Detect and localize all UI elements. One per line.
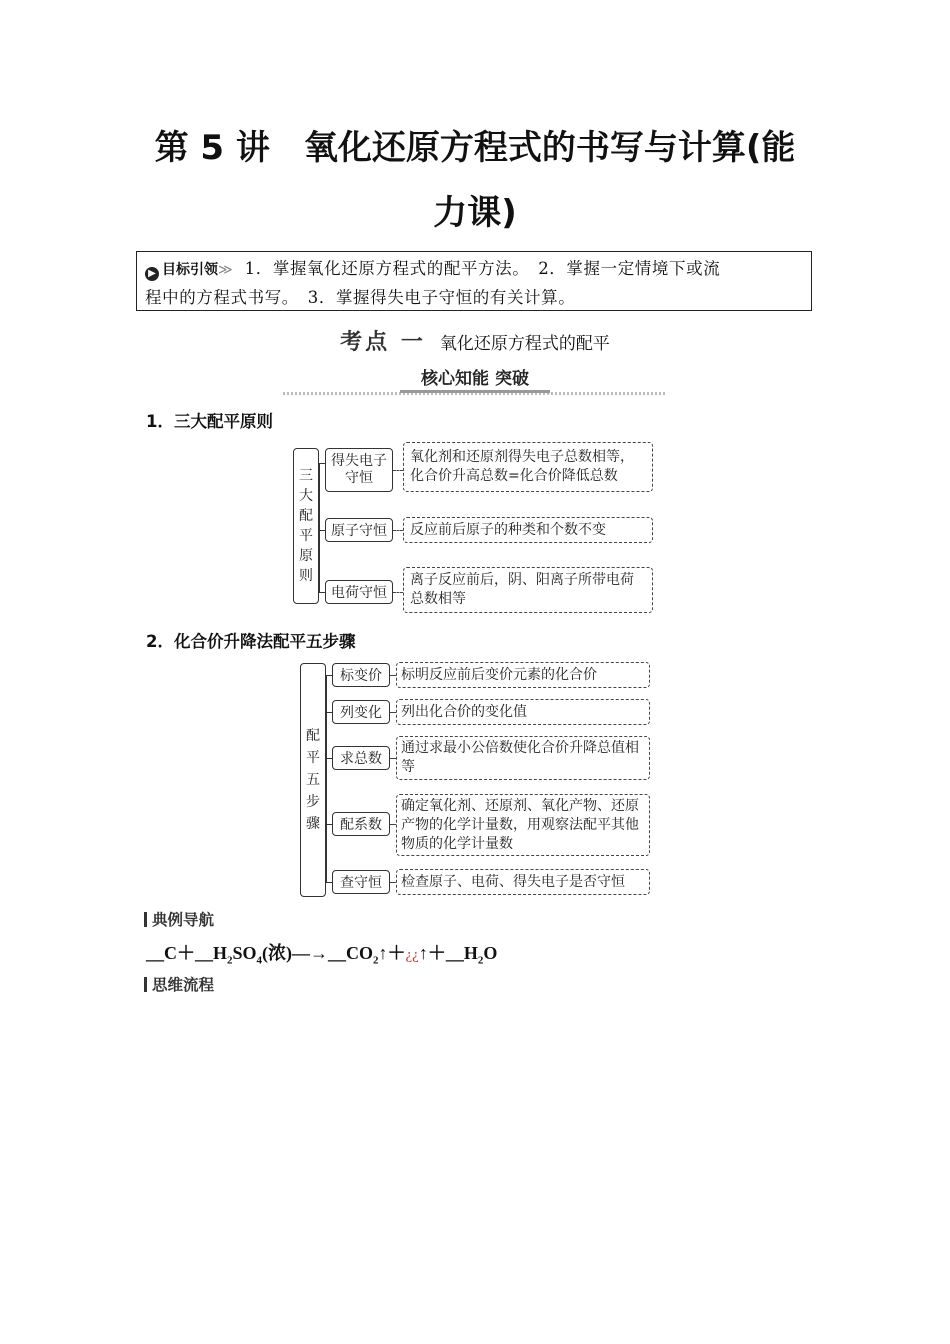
diagram2-desc: 检查原子、电荷、得失电子是否守恒: [396, 869, 650, 895]
root-label-char: 骤: [306, 816, 320, 832]
root-label-char: 配: [299, 508, 313, 524]
diagram2-desc: 通过求最小公倍数使化合价升降总值相等: [396, 736, 650, 780]
goal-text-line1: 1．掌握氧化还原方程式的配平方法。 2．掌握一定情境下或流: [244, 259, 721, 278]
section-heading: [0, 325, 950, 356]
diagram2-node-label: 列变化: [340, 705, 382, 721]
equation-subscript: 2: [477, 954, 484, 967]
root-label-char: 平: [306, 750, 320, 766]
diagram2-node: [332, 663, 390, 687]
diagram1-spine: [319, 463, 320, 592]
diagram2-root: [300, 663, 326, 897]
diagram1-root: [293, 448, 319, 604]
core-divider-accent: [400, 390, 550, 393]
diagram1-connector: [393, 470, 403, 471]
diagram1-node: [325, 580, 393, 604]
core-heading: 核心知能 突破: [421, 369, 529, 389]
diagram1-desc: 氧化剂和还原剂得失电子总数相等，化合价升高总数=化合价降低总数: [403, 442, 653, 492]
example-heading-label: 典例导航: [152, 911, 215, 929]
heading-bar: [144, 977, 147, 992]
diagram1-desc: 反应前后原子的种类和个数不变: [403, 517, 653, 543]
equation-part: SO: [232, 943, 257, 963]
diagram2-node-label: 求总数: [340, 751, 382, 767]
root-label-char: 步: [306, 794, 320, 810]
diagram1-root-label: [299, 466, 313, 586]
root-label-char: 配: [306, 728, 320, 744]
goal-line1: [145, 255, 805, 284]
goal-text-line2: 程中的方程式书写。 3．掌握得失电子守恒的有关计算。: [145, 288, 576, 307]
equation-part: ↑＋__H: [418, 943, 478, 963]
diagram2-node-label: 标变价: [340, 668, 382, 684]
diagram2-node: [332, 870, 390, 894]
root-label-char: 平: [299, 528, 313, 544]
diagram1-node-label: 原子守恒: [331, 523, 387, 539]
equation-subscript: 2: [227, 954, 233, 967]
diagram2-desc: 列出化合价的变化值: [396, 699, 650, 725]
heading-bar: [144, 912, 147, 927]
goal-tag-label: 目标引领: [162, 262, 218, 278]
diagram1-desc: 离子反应前后，阴、阳离子所带电荷总数相等: [403, 567, 653, 613]
flow-heading: [144, 973, 214, 995]
equation-part: O: [483, 943, 498, 963]
diagram2-spine: [326, 675, 327, 882]
part1-heading: 1．三大配平原则: [146, 412, 273, 431]
equation-subscript: 2: [373, 954, 379, 967]
diagram2-node: [332, 700, 390, 724]
diagram1-connector: [393, 530, 403, 531]
page-title-line1: 第 5 讲 氧化还原方程式的书写与计算(能: [154, 128, 796, 168]
diagram1-node-label: 电荷守恒: [331, 585, 387, 601]
diagram2-node: [332, 746, 390, 770]
example-equation: [146, 939, 497, 967]
root-label-char: 五: [306, 772, 320, 788]
diagram1-node-label: 得失电子守恒: [331, 453, 387, 486]
root-label-char: 原: [299, 548, 313, 564]
root-label-char: 大: [299, 488, 313, 504]
kaodian-label: 考点 一: [340, 330, 426, 355]
equation-part: (浓)―→__CO: [262, 943, 374, 963]
diagram2-node: [332, 812, 390, 836]
part2-heading: 2．化合价升降法配平五步骤: [146, 632, 356, 651]
page-title-line2: 力课): [433, 193, 517, 233]
equation-unknown-product: ¿¿: [405, 947, 419, 963]
diagram1-node: [325, 518, 393, 542]
diagram1-node: [325, 448, 393, 492]
diagram2-node-label: 配系数: [340, 817, 382, 833]
equation-subscript: 4: [256, 954, 263, 967]
equation-part: ↑＋: [378, 943, 406, 963]
goal-box: [136, 251, 812, 311]
goal-tag: [145, 256, 233, 284]
root-label-char: 三: [299, 468, 313, 484]
root-label-char: 则: [299, 568, 313, 584]
example-heading: [144, 908, 214, 930]
diagram2-node-label: 查守恒: [340, 875, 382, 891]
diagram2-desc: 确定氧化剂、还原剂、氧化产物、还原产物的化学计量数，用观察法配平其他物质的化学计量数: [396, 794, 650, 856]
play-icon: ▶: [145, 267, 159, 281]
double-chevron-icon: ≫: [218, 262, 233, 278]
section-topic: 氧化还原方程式的配平: [439, 334, 610, 354]
diagram2-desc: 标明反应前后变价元素的化合价: [396, 662, 650, 688]
diagram1-connector: [393, 592, 403, 593]
equation-part: __C＋__H: [146, 943, 227, 963]
diagram2-root-label: [306, 725, 320, 835]
flow-heading-label: 思维流程: [152, 976, 215, 994]
